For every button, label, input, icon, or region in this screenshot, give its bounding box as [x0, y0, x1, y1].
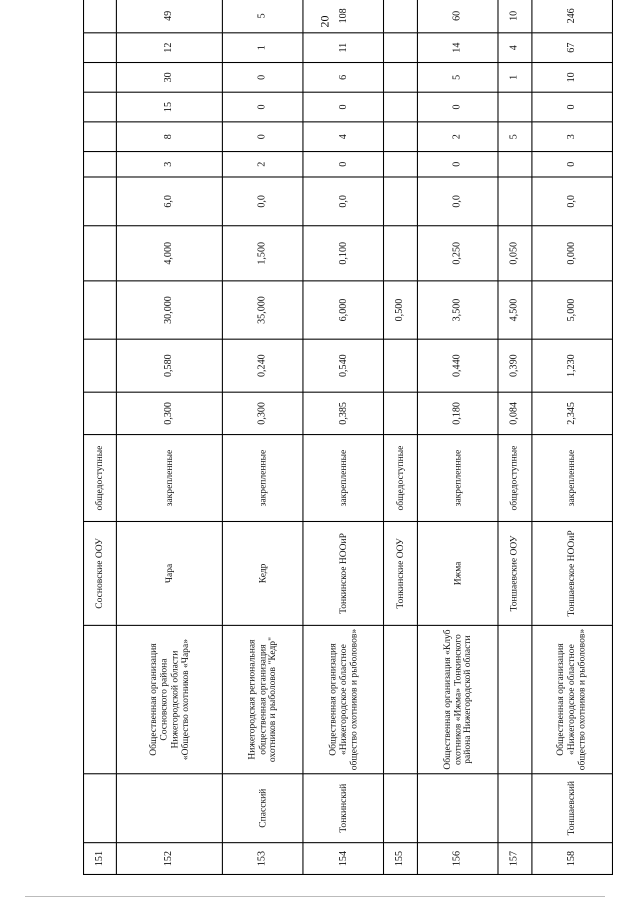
cell-e: 6,0 [117, 177, 222, 226]
cell-j: 1 [222, 33, 303, 63]
cell-i: 1 [498, 63, 531, 93]
cell-b: 0,580 [117, 339, 222, 392]
cell-type: закрепленные [417, 435, 498, 522]
cell-f: 0 [531, 152, 612, 177]
cell-j [84, 33, 117, 63]
cell-f [384, 152, 417, 177]
cell-i: 0 [222, 63, 303, 93]
table-row [222, 0, 303, 874]
cell-a: 0,084 [498, 392, 531, 434]
cell-h: 0 [531, 92, 612, 122]
cell-type: общедоступные [498, 435, 531, 522]
cell-g [384, 122, 417, 152]
cell-no: 158 [531, 843, 612, 875]
cell-f: 2 [222, 152, 303, 177]
cell-i [384, 63, 417, 93]
cell-b: 0,240 [222, 339, 303, 392]
cell-g [84, 122, 117, 152]
cell-b: 0,390 [498, 339, 531, 392]
table-row [117, 0, 222, 874]
cell-c: 35,000 [222, 281, 303, 339]
cell-d: 0,250 [417, 226, 498, 281]
cell-org: Нижегородская региональная общественная организация охотников и рыболовов "Кедр" [222, 625, 303, 773]
cell-j: 67 [531, 33, 612, 63]
table-row [417, 0, 498, 874]
cell-h [498, 92, 531, 122]
cell-h: 15 [117, 92, 222, 122]
page-number: 20 [317, 15, 332, 28]
scan-edge-line [25, 896, 605, 897]
cell-e: 0,0 [417, 177, 498, 226]
cell-no: 155 [384, 843, 417, 875]
cell-org [84, 625, 117, 773]
cell-k [84, 0, 117, 33]
cell-h: 0 [222, 92, 303, 122]
cell-b [84, 339, 117, 392]
cell-org: Общественная организация «Клуб охотников «Ижма» Тонкинского района Нижегородской области [417, 625, 498, 773]
cell-a: 0,300 [117, 392, 222, 434]
cell-e: 0,0 [531, 177, 612, 226]
cell-g: 5 [498, 122, 531, 152]
cell-b [384, 339, 417, 392]
cell-no: 156 [417, 843, 498, 875]
cell-b: 0,440 [417, 339, 498, 392]
cell-a: 0,385 [303, 392, 384, 434]
cell-ooy: Сосновские ООУ [84, 521, 117, 625]
cell-k: 60 [417, 0, 498, 33]
cell-no: 153 [222, 843, 303, 875]
cell-c: 5,000 [531, 281, 612, 339]
cell-type: закрепленные [531, 435, 612, 522]
cell-d [84, 226, 117, 281]
cell-a: 2,345 [531, 392, 612, 434]
cell-d: 0,100 [303, 226, 384, 281]
cell-k [384, 0, 417, 33]
cell-c [84, 281, 117, 339]
cell-k: 10 [498, 0, 531, 33]
cell-j: 14 [417, 33, 498, 63]
cell-f: 0 [417, 152, 498, 177]
cell-ooy: Ижма [417, 521, 498, 625]
cell-a [384, 392, 417, 434]
table-row [84, 0, 117, 874]
cell-e: 0,0 [303, 177, 384, 226]
cell-e [384, 177, 417, 226]
cell-c: 0,500 [384, 281, 417, 339]
cell-no: 154 [303, 843, 384, 875]
cell-c: 3,500 [417, 281, 498, 339]
cell-j: 11 [303, 33, 384, 63]
cell-org: Общественная организация Сосновского района Нижегородской области «Общество охотников «Чара» [117, 625, 222, 773]
cell-d: 0,000 [531, 226, 612, 281]
cell-ooy: Тонкинские ООУ [384, 521, 417, 625]
cell-ooy: Тоншаевское НООиР [531, 521, 612, 625]
cell-type: закрепленные [303, 435, 384, 522]
cell-no: 157 [498, 843, 531, 875]
cell-type: общедоступные [384, 435, 417, 522]
cell-a: 0,300 [222, 392, 303, 434]
table-row [531, 0, 612, 874]
cell-d: 1,500 [222, 226, 303, 281]
cell-e [84, 177, 117, 226]
cell-type: закрепленные [117, 435, 222, 522]
cell-f: 0 [303, 152, 384, 177]
table-row [384, 0, 417, 874]
cell-no: 152 [117, 843, 222, 875]
cell-org [498, 625, 531, 773]
cell-e [498, 177, 531, 226]
cell-j: 12 [117, 33, 222, 63]
cell-ooy: Тонкинское НООиР [303, 521, 384, 625]
cell-i: 10 [531, 63, 612, 93]
cell-f [498, 152, 531, 177]
cell-ooy: Тоншаевские ООУ [498, 521, 531, 625]
cell-b: 0,540 [303, 339, 384, 392]
cell-district: Тонкинский [303, 774, 384, 843]
cell-district [84, 774, 117, 843]
cell-c: 4,500 [498, 281, 531, 339]
cell-j: 4 [498, 33, 531, 63]
cell-d: 0,050 [498, 226, 531, 281]
table-row [498, 0, 531, 874]
cell-f: 3 [117, 152, 222, 177]
cell-e: 0,0 [222, 177, 303, 226]
cell-i: 5 [417, 63, 498, 93]
cell-type: общедоступные [84, 435, 117, 522]
cell-k: 5 [222, 0, 303, 33]
cell-g: 0 [222, 122, 303, 152]
cell-f [84, 152, 117, 177]
cell-g: 2 [417, 122, 498, 152]
cell-j [384, 33, 417, 63]
cell-g: 8 [117, 122, 222, 152]
cell-h [84, 92, 117, 122]
cell-g: 4 [303, 122, 384, 152]
cell-org: Общественная организация «Нижегородское областное общество охотников и рыболовов» [531, 625, 612, 773]
cell-i [84, 63, 117, 93]
cell-district [417, 774, 498, 843]
cell-h: 0 [417, 92, 498, 122]
cell-a: 0,180 [417, 392, 498, 434]
cell-i: 6 [303, 63, 384, 93]
cell-c: 30,000 [117, 281, 222, 339]
cell-c: 6,000 [303, 281, 384, 339]
hunting-grounds-table [83, 8, 613, 875]
cell-k: 49 [117, 0, 222, 33]
cell-org [384, 625, 417, 773]
cell-b: 1,230 [531, 339, 612, 392]
cell-ooy: Чара [117, 521, 222, 625]
cell-d [384, 226, 417, 281]
cell-k: 246 [531, 0, 612, 33]
cell-district [498, 774, 531, 843]
cell-type: закрепленные [222, 435, 303, 522]
cell-district: Спасский [222, 774, 303, 843]
cell-d: 4,000 [117, 226, 222, 281]
cell-district [384, 774, 417, 843]
cell-ooy: Кедр [222, 521, 303, 625]
cell-k: 108 [303, 0, 384, 33]
cell-a [84, 392, 117, 434]
cell-org: Общественная организация «Нижегородское областное общество охотников и рыболовов» [303, 625, 384, 773]
cell-district: Тоншаевский [531, 774, 612, 843]
table-row [303, 0, 384, 874]
cell-h [384, 92, 417, 122]
cell-district [117, 774, 222, 843]
cell-g: 3 [531, 122, 612, 152]
table-body [84, 0, 613, 874]
cell-i: 30 [117, 63, 222, 93]
cell-h: 0 [303, 92, 384, 122]
cell-no: 151 [84, 843, 117, 875]
